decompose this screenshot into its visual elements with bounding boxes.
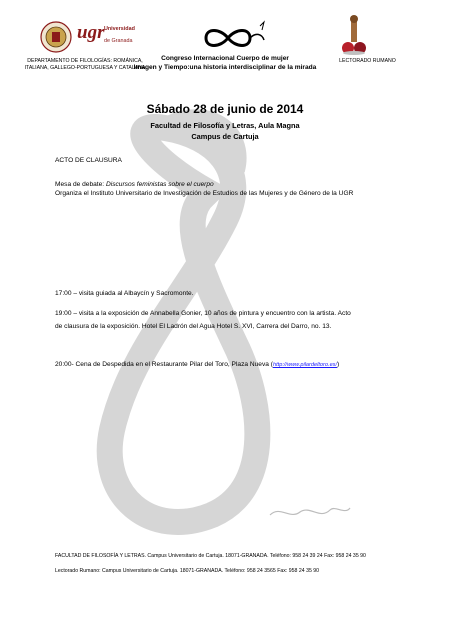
department-line-1: DEPARTAMENTO DE FILOLOGÍAS: ROMÁNICA, (27, 58, 143, 64)
department-line-2: ITALIANA, GALLEGO-PORTUGUESA Y CATALANA (24, 65, 146, 71)
restaurant-link[interactable]: http://www.pilardeltoro.es/ (272, 362, 338, 368)
debate-prefix: Mesa de debate: (55, 181, 106, 188)
congress-title: Congreso Internacional Cuerpo de mujer (161, 55, 289, 62)
closing-act-heading: ACTO DE CLAUSURA (55, 157, 122, 164)
schedule-item-1: 17:00 – visita guiada al Albaycín y Sacromonte. (55, 290, 194, 297)
schedule-item-2-line-1: 19:00 – visita a la exposición de Annabella Gonier, 10 años de pintura y encuentro con la artista. Acto (55, 310, 351, 317)
schedule-item-2-line-2: de clausura de la exposición. Hotel El Ladrón del Agua Hotel S. XVI, Carrera del Darro, no. 13. (55, 323, 332, 330)
schedule-item-3-close: ) (337, 361, 340, 368)
ugr-logo-city: de Granada (104, 38, 133, 44)
schedule-item-3-text: 20:00- Cena de Despedida en el Restaurante Pilar del Toro, Plaza Nueva ( (55, 361, 273, 368)
university-seal-icon (40, 20, 72, 54)
lectorado-label: LECTORADO RUMANO (339, 58, 396, 64)
ugr-logo (40, 20, 140, 56)
ugr-logo-university: Universidad (104, 26, 135, 32)
venue-line-1: Facultad de Filosofía y Letras, Aula Magna (150, 121, 300, 130)
schedule-item-3 (55, 361, 435, 369)
pomegranate-statue-icon (340, 14, 368, 56)
footer-line-1: FACULTAD DE FILOSOFÍA Y LETRAS. Campus Universitario de Cartuja. 18071-GRANADA. Teléfono: 958 24 39 24 Fax: 958 24 35 90 (55, 553, 366, 559)
footer-line-2: Lectorado Rumano: Campus Universitario de Cartuja. 18071-GRANADA. Teléfono: 958 24 3565 Fax: 958 24 35 90 (55, 568, 320, 574)
organizer-line: Organiza el Instituto Universitario de Investigación de Estudios de las Mujeres y de Género de la UGR (55, 190, 354, 197)
congress-subtitle: Imagen y Tiempo:una historia interdisciplinar de la mirada (133, 64, 317, 71)
venue-line-2: Campus de Cartuja (191, 132, 259, 141)
debate-title: Discursos feministas sobre el cuerpo (105, 181, 214, 188)
event-date: Sábado 28 de junio de 2014 (146, 102, 304, 116)
signature-scribble (270, 508, 350, 515)
debate-line (55, 181, 214, 189)
congress-infinity-logo (198, 20, 272, 54)
ugr-logo-wordmark: ugr (77, 22, 105, 43)
